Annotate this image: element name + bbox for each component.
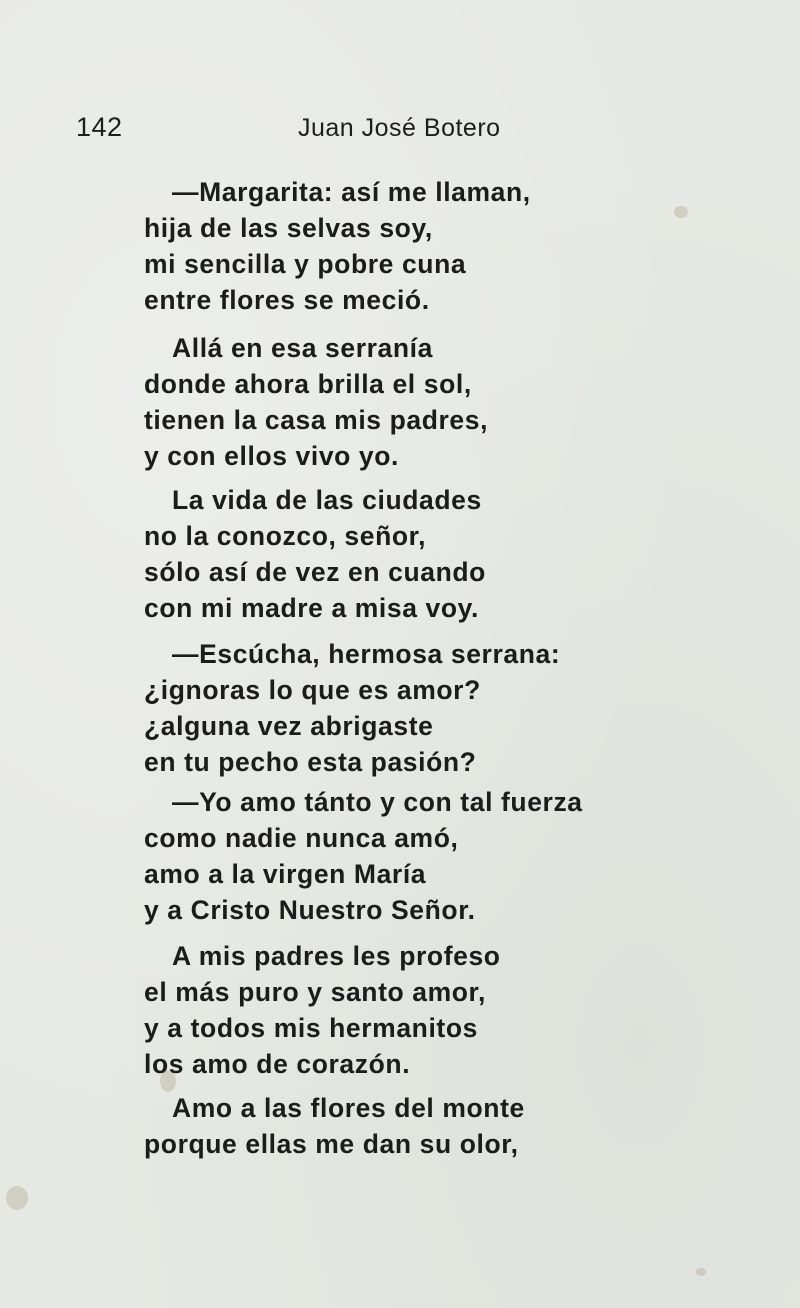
verse-line: amo a la virgen María <box>144 859 427 889</box>
verse-line: donde ahora brilla el sol, <box>144 369 472 399</box>
verse-line: —Yo amo tánto y con tal fuerza <box>172 787 583 817</box>
verse-line: Amo a las flores del monte <box>172 1093 525 1123</box>
verse-line: hija de las selvas soy, <box>144 213 433 243</box>
verse-line: —Margarita: así me llaman, <box>172 177 531 207</box>
verse-line: tienen la casa mis padres, <box>144 405 489 435</box>
verse-line: y con ellos vivo yo. <box>144 441 400 471</box>
verse-line: A mis padres les profeso <box>172 941 501 971</box>
paper-stain <box>6 1186 28 1210</box>
page-header <box>0 112 800 152</box>
verse-line: —Escúcha, hermosa serrana: <box>172 639 561 669</box>
verse-line: Allá en esa serranía <box>172 333 433 363</box>
verse-line: y a Cristo Nuestro Señor. <box>144 895 476 925</box>
verse-line: y a todos mis hermanitos <box>144 1013 478 1043</box>
verse-line: entre flores se meció. <box>144 285 430 315</box>
verse-line: porque ellas me dan su olor, <box>144 1129 519 1159</box>
page-number: 142 <box>76 112 123 142</box>
verse-line: La vida de las ciudades <box>172 485 482 515</box>
paper-stain <box>696 1268 706 1276</box>
verse-line: no la conozco, señor, <box>144 521 427 551</box>
verse-line: sólo así de vez en cuando <box>144 557 486 587</box>
verse-line: con mi madre a misa voy. <box>144 593 479 623</box>
verse-line: ¿ignoras lo que es amor? <box>144 675 481 705</box>
verse-line: el más puro y santo amor, <box>144 977 486 1007</box>
paper-stain <box>674 206 688 218</box>
verse-line: ¿alguna vez abrigaste <box>144 711 434 741</box>
running-title: Juan José Botero <box>298 114 501 142</box>
verse-line: mi sencilla y pobre cuna <box>144 249 467 279</box>
verse-line: como nadie nunca amó, <box>144 823 459 853</box>
verse-line: los amo de corazón. <box>144 1049 411 1079</box>
verse-line: en tu pecho esta pasión? <box>144 747 477 777</box>
